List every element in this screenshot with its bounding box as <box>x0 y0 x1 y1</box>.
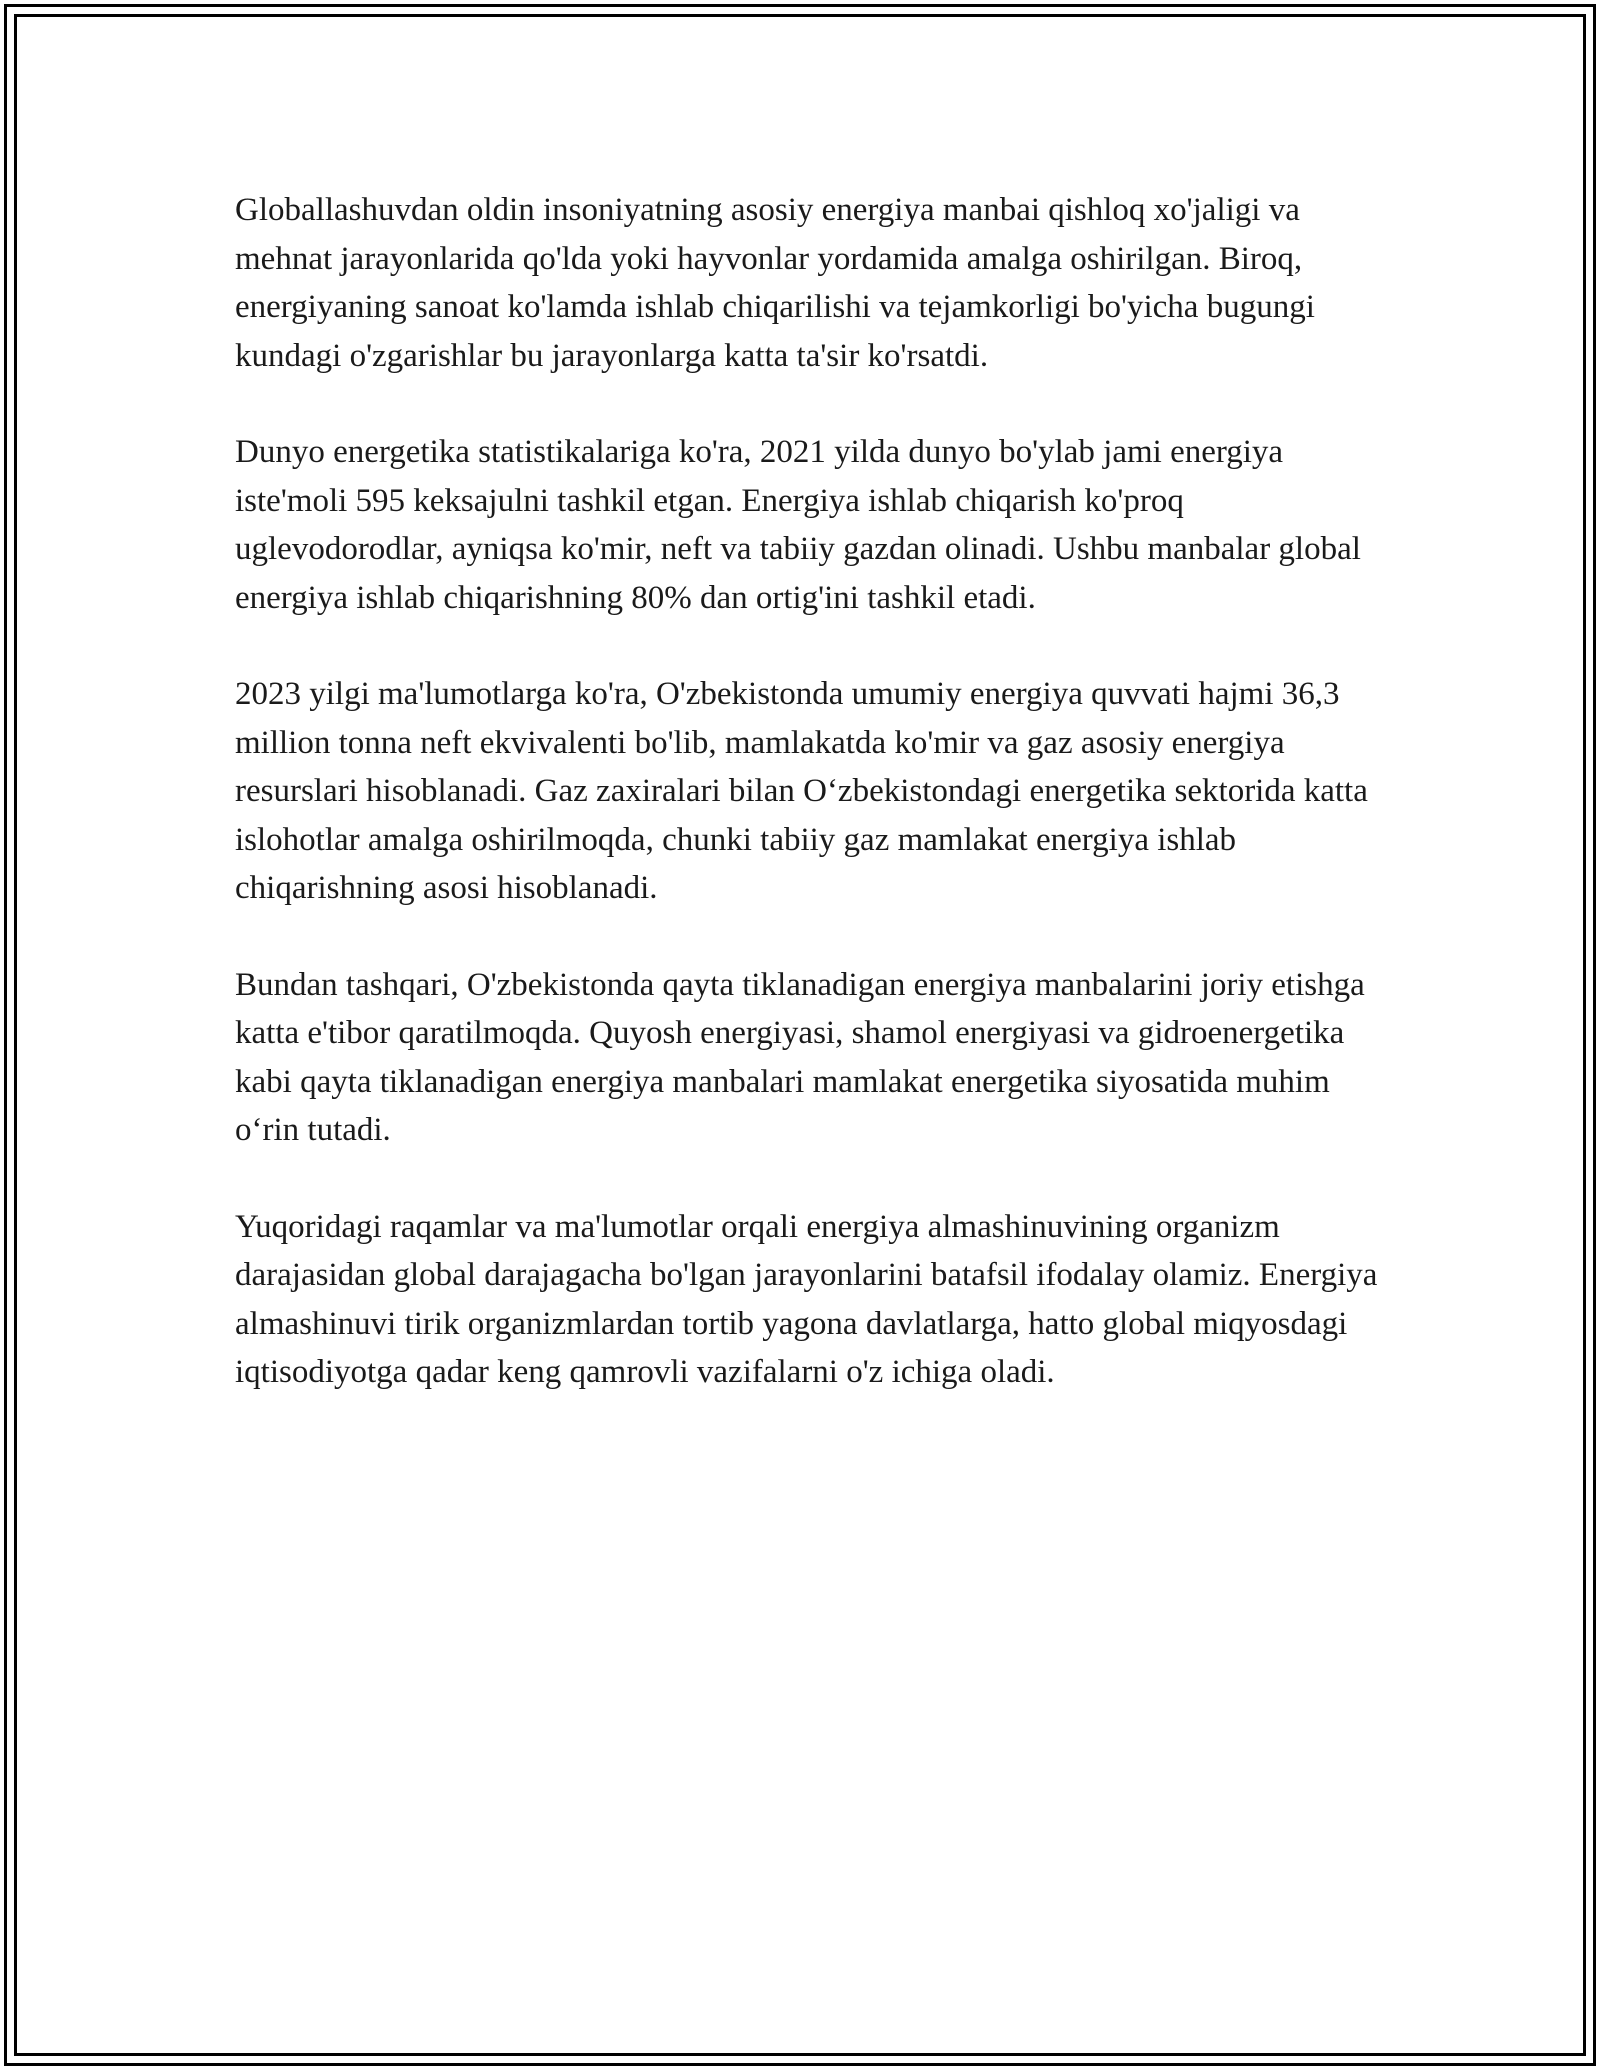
paragraph-conclusion: Yuqoridagi raqamlar va ma'lumotlar orqali energiya almashinuvining organizm darajasidan global darajagacha bo'lgan jarayonlarini batafsil ifodalay olamiz. Energiya almashinuvi tirik organizmlardan tortib yagona davlatlarga, hatto global miqyosdagi iqtisodiyotga qadar keng qamrovli vazifalarni o'z ichiga oladi. <box>235 1208 1378 1390</box>
paragraph-uzbekistan-energy-capacity: 2023 yilgi ma'lumotlarga ko'ra, O'zbekistonda umumiy energiya quvvati hajmi 36,3 million tonna neft ekvivalenti bo'lib, mamlakatda ko'mir va gaz asosiy energiya resurslari hisoblanadi. Gaz zaxiralari bilan O‘zbekistondagi energetika sektorida katta islohotlar amalga oshirilmoqda, chunki tabiiy gaz mamlakat energiya ishlab chiqarishning asosi hisoblanadi. <box>235 676 1368 906</box>
paragraph-renewable-energy: Bundan tashqari, O'zbekistonda qayta tiklanadigan energiya manbalarini joriy etishga katta e'tibor qaratilmoqda. Quyosh energiyasi, shamol energiyasi va gidroenergetika kabi qayta tiklanadigan energiya manbalari mamlakat energetika siyosatida muhim o‘rin tutadi. <box>235 966 1365 1148</box>
paragraph-world-energy-statistics: Dunyo energetika statistikalariga ko'ra, 2021 yilda dunyo bo'ylab jami energiya iste'moli 595 keksajulni tashkil etgan. Energiya ishlab chiqarish ko'proq uglevodorodlar, ayniqsa ko'mir, neft va tabiiy gazdan olinadi. Ushbu manbalar global energiya ishlab chiqarishning 80% dan ortig'ini tashkil etadi. <box>235 434 1361 616</box>
document-body <box>235 186 1385 1445</box>
paragraph-globalization: Globallashuvdan oldin insoniyatning asosiy energiya manbai qishloq xo'jaligi va mehnat jarayonlarida qo'lda yoki hayvonlar yordamida amalga oshirilgan. Biroq, energiyaning sanoat ko'lamda ishlab chiqarilishi va tejamkorligi bo'yicha bugungi kundagi o'zgarishlar bu jarayonlarga katta ta'sir ko'rsatdi. <box>235 192 1315 374</box>
